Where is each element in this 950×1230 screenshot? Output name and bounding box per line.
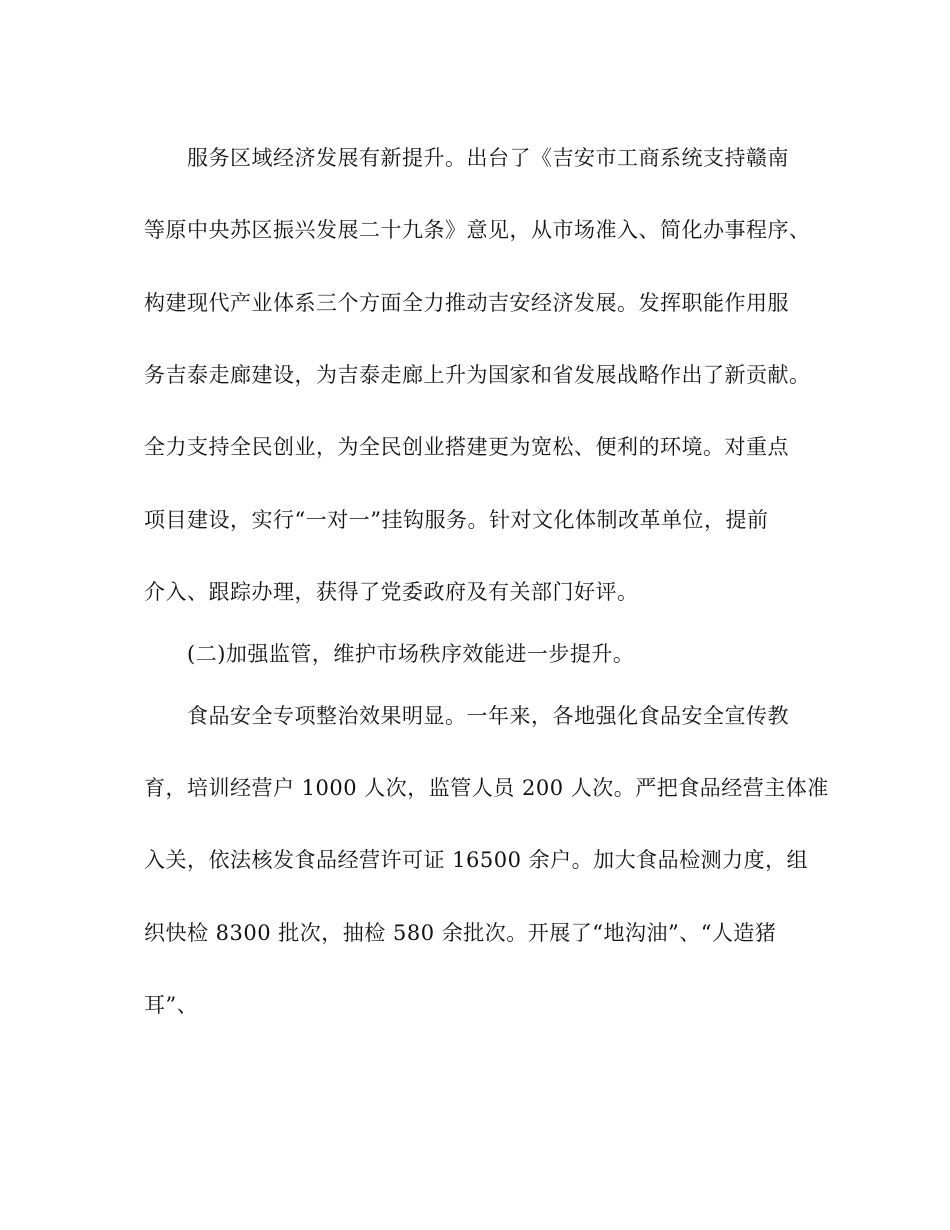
paragraph-2-line-1: 食品安全专项整治效果明显。一年来，各地强化食品安全宣传教: [187, 704, 789, 728]
paragraph-2-line-3: 入关，依法核发食品经营许可证 16500 余户。加大食品检测力度，组: [144, 848, 809, 872]
paragraph-1-line-4: 务吉泰走廊建设，为吉泰走廊上升为国家和省发展战略作出了新贡献。: [144, 363, 811, 387]
section-heading: (二)加强监管，维护市场秩序效能进一步提升。: [187, 642, 635, 666]
paragraph-1-line-3: 构建现代产业体系三个方面全力推动吉安经济发展。发挥职能作用服: [144, 291, 789, 315]
paragraph-1-line-6: 项目建设，实行“一对一”挂钩服务。针对文化体制改革单位，提前: [144, 508, 769, 532]
paragraph-1-line-1: 服务区域经济发展有新提升。出台了《吉安市工商系统支持赣南: [187, 146, 789, 170]
paragraph-2-line-4: 织快检 8300 批次，抽检 580 余批次。开展了“地沟油”、“人造猪: [144, 921, 777, 945]
paragraph-2-line-5: 耳”、: [144, 993, 199, 1017]
paragraph-2-line-2: 育，培训经营户 1000 人次，监管人员 200 人次。严把食品经营主体准: [144, 776, 829, 800]
paragraph-1-line-5: 全力支持全民创业，为全民创业搭建更为宽松、便利的环境。对重点: [144, 435, 789, 459]
paragraph-1-line-7: 介入、跟踪办理，获得了党委政府及有关部门好评。: [144, 580, 639, 604]
paragraph-1-line-2: 等原中央苏区振兴发展二十九条》意见，从市场准入、简化办事程序、: [144, 218, 811, 242]
